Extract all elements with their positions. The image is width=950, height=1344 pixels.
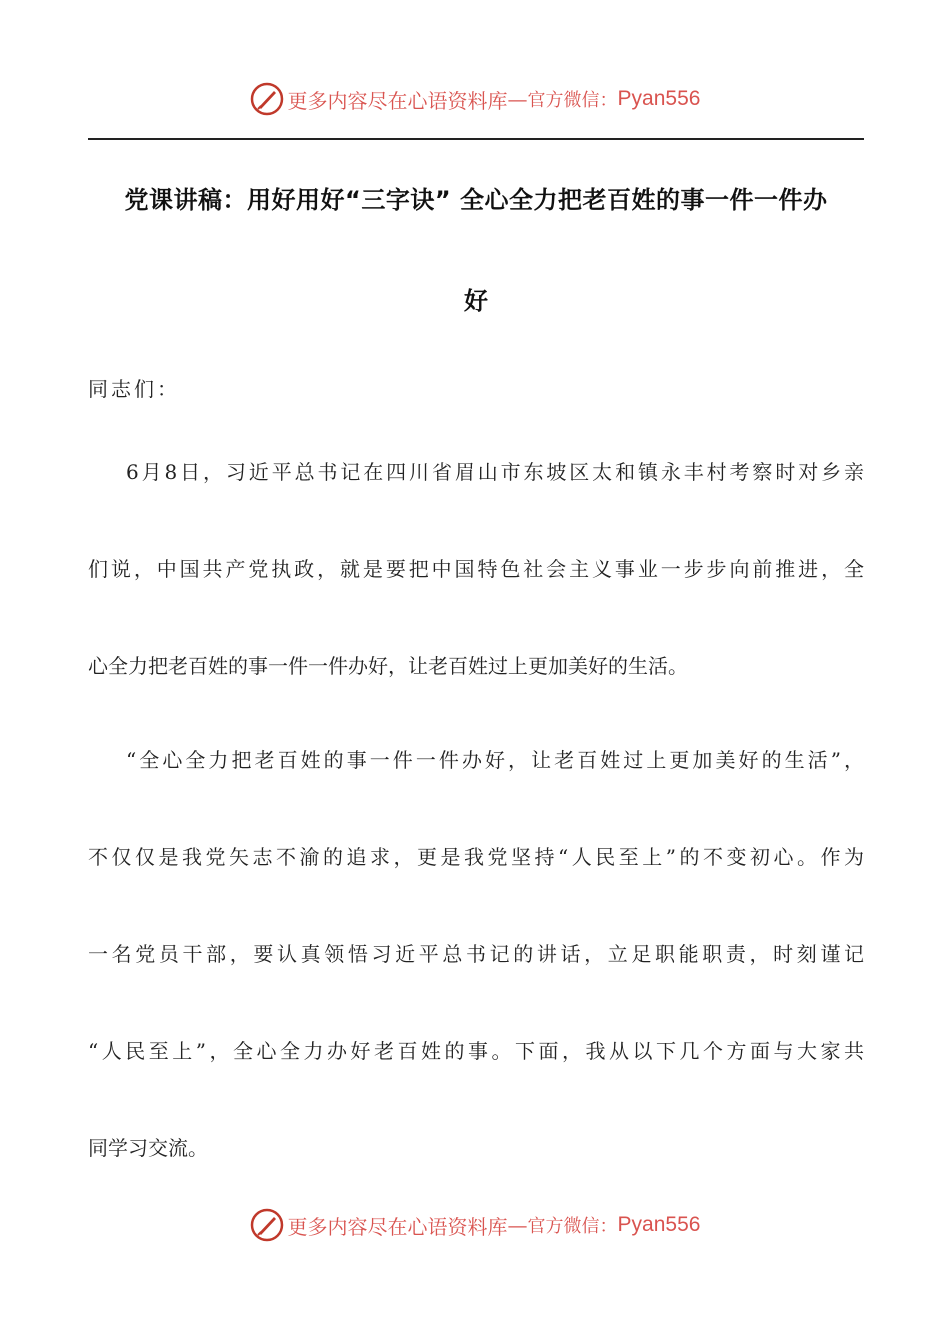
quill-logo-icon (250, 82, 284, 116)
paragraph-1 (88, 458, 864, 749)
paragraph-line: 同学习交流。 (88, 1136, 208, 1160)
site-name: 更多内容尽在心语资料库 (287, 88, 508, 113)
banner-dash: — (507, 87, 528, 111)
greeting: 同志们： (88, 377, 180, 401)
paragraph-2 (88, 746, 864, 1231)
quill-logo-icon (250, 1208, 284, 1242)
paragraph-line: 心全力把老百姓的事一件一件办好，让老百姓过上更加美好的生活。 (88, 654, 688, 678)
paragraph-line: 一名党员干部，要认真领悟习近平总书记的讲话，立足职能职责，时刻谨记 (88, 942, 864, 966)
banner-dash: — (507, 1213, 528, 1237)
wechat-id: Pyan556 (617, 87, 701, 110)
site-name: 更多内容尽在心语资料库 (287, 1214, 508, 1239)
paragraph-line: 们说，中国共产党执政，就是要把中国特色社会主义事业一步步向前推进，全 (88, 557, 864, 581)
wechat-label: 官方微信： (527, 1216, 618, 1237)
header-banner (0, 82, 950, 116)
wechat-id: Pyan556 (617, 1213, 701, 1236)
paragraph-line: 6月8日，习近平总书记在四川省眉山市东坡区太和镇永丰村考察时对乡亲 (126, 460, 864, 484)
wechat-label: 官方微信： (527, 90, 618, 111)
footer-banner (0, 1208, 950, 1242)
paragraph-line: “人民至上”，全心全力办好老百姓的事。下面，我从以下几个方面与大家共 (88, 1039, 864, 1063)
document-title-line2: 好 (464, 287, 488, 315)
header-divider (88, 138, 864, 140)
document-title-line1: 党课讲稿：用好用好“三字诀” 全心全力把老百姓的事一件一件办 (124, 186, 828, 214)
paragraph-line: 不仅仅是我党矢志不渝的追求，更是我党坚持“人民至上”的不变初心。作为 (88, 845, 864, 869)
paragraph-line: “全心全力把老百姓的事一件一件办好，让老百姓过上更加美好的生活”， (126, 748, 864, 772)
